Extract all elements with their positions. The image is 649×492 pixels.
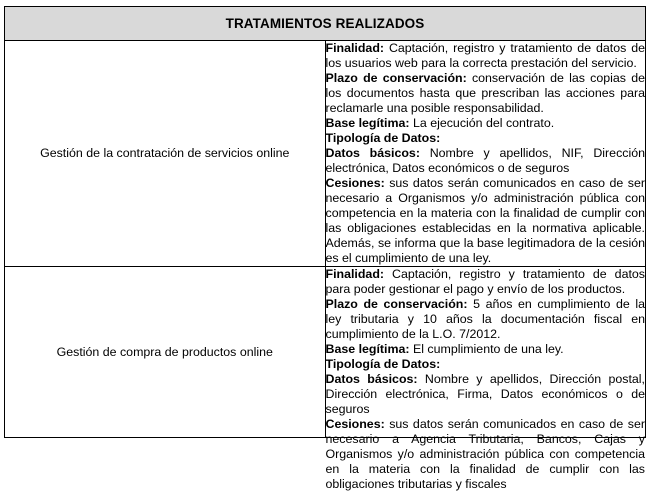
finalidad-item: [326, 41, 646, 71]
cesiones-item: [326, 176, 646, 266]
table-row: [5, 41, 646, 267]
table-row: [5, 267, 646, 438]
cesiones-label: Cesiones:: [325, 176, 385, 190]
cesiones-text: sus datos serán comunicados en caso de ser necesario a Agencia Tributaria, Bancos, Cajas y Organismos y/o administración pública con competencia en la materia con la finalidad de cumplir con las obligaciones tributarias y fiscales: [325, 417, 645, 491]
cesiones-text: sus datos serán comunicados en caso de ser necesario a Organismos y/o administración pública con competencia en la materia con la finalidad de cumplir con las obligaciones establecidas en la normativa aplicable. Además, se informa que la base legitimadora de la cesión es el cumplimiento de una ley.: [325, 176, 645, 265]
datos-label: Datos básicos:: [325, 146, 420, 160]
base-text: El cumplimiento de una ley.: [412, 342, 564, 356]
plazo-label: Plazo de conservación:: [325, 71, 467, 85]
base-item: [326, 116, 646, 131]
row-category: Gestión de compra de productos online: [5, 267, 326, 438]
cesiones-item: [326, 417, 646, 492]
plazo-label: Plazo de conservación:: [325, 297, 468, 311]
datos-item: [326, 372, 646, 417]
base-label: Base legítima:: [325, 116, 410, 130]
tipologia-item: [326, 131, 646, 146]
finalidad-label: Finalidad:: [325, 41, 385, 55]
datos-item: [326, 146, 646, 176]
datos-label: Datos básicos:: [325, 372, 418, 386]
base-item: [326, 342, 646, 357]
row-description-content: [325, 267, 646, 491]
plazo-text: conservación de las copias de los documentos hasta que prescriban las acciones para reclamarle una posible responsabilidad.: [325, 71, 645, 115]
plazo-text: 5 años en cumplimiento de la ley tributaria y 10 años la documentación fiscal en cumplimiento de la L.O. 7/2012.: [325, 297, 645, 341]
datos-text: Nombre y apellidos, NIF, Dirección electrónica, Datos económicos o de seguros: [325, 146, 645, 175]
datos-text: Nombre y apellidos, Dirección postal, Dirección electrónica, Firma, Datos económicos o de seguros: [325, 372, 645, 416]
finalidad-text: Captación, registro y tratamiento de datos para poder gestionar el pago y envío de los productos.: [325, 267, 645, 296]
treatments-table: [4, 6, 646, 491]
tipologia-label: Tipología de Datos:: [325, 131, 441, 145]
table-header-row: [5, 7, 646, 41]
row-category: Gestión de la contratación de servicios online: [5, 41, 326, 267]
tipologia-label: Tipología de Datos:: [325, 357, 441, 371]
tipologia-item: [326, 357, 646, 372]
base-text: La ejecución del contrato.: [412, 116, 555, 130]
finalidad-label: Finalidad:: [325, 267, 385, 281]
finalidad-item: [326, 267, 646, 297]
row-description: [325, 267, 646, 491]
cesiones-label: Cesiones:: [325, 417, 385, 431]
table-header: TRATAMIENTOS REALIZADOS: [5, 7, 646, 41]
plazo-item: [326, 71, 646, 116]
plazo-item: [326, 297, 646, 342]
row-description: [325, 41, 646, 267]
base-label: Base legítima:: [325, 342, 410, 356]
finalidad-text: Captación, registro y tratamiento de datos de los usuarios web para la correcta prestación del servicio.: [325, 41, 645, 70]
